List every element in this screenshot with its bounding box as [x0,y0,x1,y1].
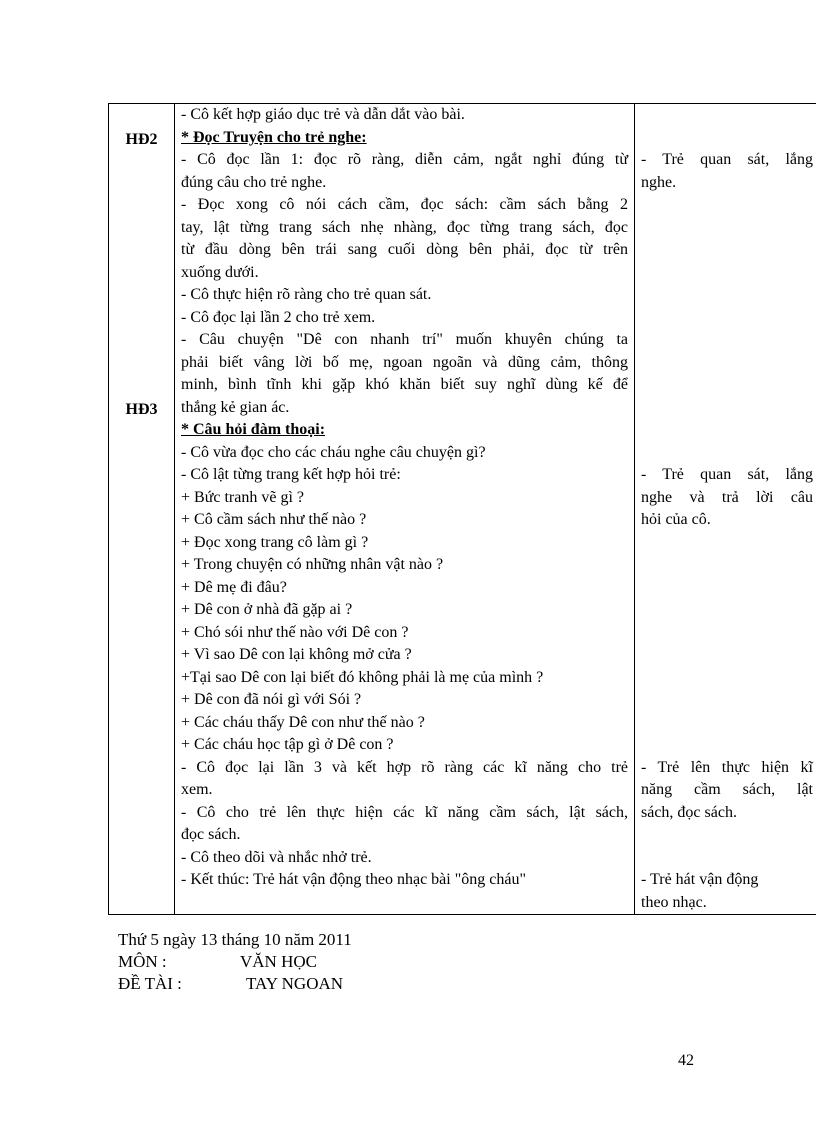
topic-value: TAY NGOAN [246,974,344,993]
topic-label: ĐỀ TÀI : [118,974,182,993]
teacher-line: + Các cháu học tập gì ở Dê con ? [181,736,394,753]
teacher-line: - Kết thúc: Trẻ hát vận động theo nhạc bài "ông cháu" [181,871,526,888]
child-line: năng cầm sách, lật [641,781,813,798]
teacher-line: + Bức tranh vẽ gì ? [181,488,304,506]
teacher-line: + Dê con đã nói gì với Sói ? [181,691,362,708]
child-line: hỏi của cô. [641,511,711,528]
section-heading: * Đọc Truyện cho trẻ nghe: [181,128,367,146]
teacher-line: +Tại sao Dê con lại biết đó không phải là mẹ của mình ? [181,668,544,686]
lesson-plan-table [108,103,816,915]
table-row [109,104,816,915]
teacher-line: - Cô cho trẻ lên thực hiện các kĩ năng cầm sách, lật sách, [181,803,628,821]
child-line: - Trẻ quan sát, lắng [641,466,813,483]
teacher-line: - Câu chuyện "Dê con nhanh trí" muốn khuyên chúng ta [181,331,628,348]
teacher-line: minh, bình tĩnh khi gặp khó khăn biết suy nghĩ dùng kế để [181,376,628,393]
teacher-line: + Đọc xong trang cô làm gì ? [181,533,369,551]
activity-label-hd2: HĐ2 [125,131,158,148]
section-heading: * Câu hỏi đàm thoại: [181,421,326,438]
teacher-line: xem. [181,781,213,798]
activity-column [109,104,175,915]
teacher-line: + Vì sao Dê con lại không mở cửa ? [181,646,412,663]
teacher-line: - Cô lật từng trang kết hợp hỏi trẻ: [181,466,401,483]
teacher-line: thắng kẻ gian ác. [181,398,290,416]
child-line: - Trẻ quan sát, lắng [641,151,813,168]
teacher-line: + Chó sói như thế nào với Dê con ? [181,623,409,641]
teacher-line: + Cô cầm sách như thế nào ? [181,511,367,528]
lesson-date: Thứ 5 ngày 13 tháng 10 năm 2011 [118,930,352,949]
teacher-line: - Cô theo dõi và nhắc nhở trẻ. [181,848,372,866]
teacher-line: tay, lật từng trang sách nhẹ nhàng, đọc từng trang sách, đọc [181,218,628,236]
child-activity-column [635,104,816,915]
child-line: theo nhạc. [641,893,707,911]
teacher-line: + Dê mẹ đi đâu? [181,578,287,596]
teacher-line: + Dê con ở nhà đã gặp ai ? [181,601,353,618]
subject-row [118,952,317,972]
child-line: nghe và trả lời câu [641,488,813,506]
teacher-line: - Cô đọc lại lần 3 và kết hợp rõ ràng các kĩ năng cho trẻ [181,758,628,776]
teacher-line: xuống dưới. [181,263,259,281]
teacher-line: từ đầu dòng bên trái sang cuối dòng bên phải, đọc từ trên [181,241,628,258]
topic-row [118,974,343,994]
teacher-line: - Cô kết hợp giáo dục trẻ và dẫn dắt vào bài. [181,106,465,123]
teacher-line: - Cô đọc lại lần 2 cho trẻ xem. [181,308,376,326]
child-line [635,104,816,127]
teacher-line: + Các cháu thấy Dê con như thế nào ? [181,713,425,731]
teacher-line: đọc sách. [181,826,241,843]
teacher-line: - Đọc xong cô nói cách cầm, đọc sách: cầm sách bằng 2 [181,196,628,213]
teacher-line: - Cô thực hiện rõ ràng cho trẻ quan sát. [181,286,432,303]
child-line: nghe. [641,173,677,191]
child-line: - Trẻ lên thực hiện kĩ [641,758,813,776]
teacher-line: - Cô đọc lần 1: đọc rõ ràng, diễn cảm, ngắt nghỉ đúng từ [181,151,628,168]
teacher-line: - Cô vừa đọc cho các cháu nghe câu chuyện gì? [181,443,486,461]
row-spacer [175,892,634,915]
child-line [635,127,816,150]
subject-label: MÔN : [118,952,167,971]
teacher-activity-column [175,104,635,915]
subject-value: VĂN HỌC [240,952,317,971]
teacher-line: + Trong chuyện có những nhân vật nào ? [181,556,444,573]
child-line: sách, đọc sách. [641,803,737,821]
activity-label-hd3: HĐ3 [125,401,158,418]
teacher-line: đúng câu cho trẻ nghe. [181,173,327,191]
teacher-line: phải biết vâng lời bố mẹ, ngoan ngoãn và dũng cảm, thông [181,353,628,371]
child-line: - Trẻ hát vận động [641,871,759,888]
page-number: 42 [678,1052,694,1069]
